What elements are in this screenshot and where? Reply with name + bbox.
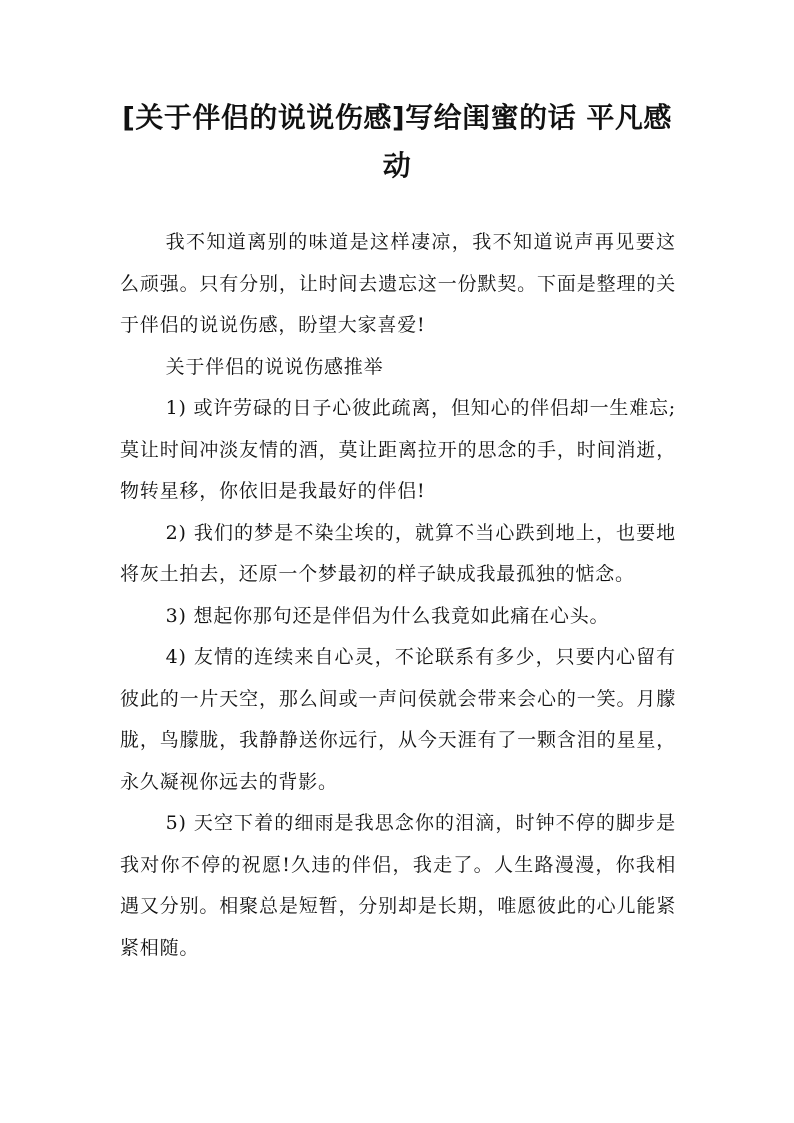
list-item-1: 1) 或许劳碌的日子心彼此疏离，但知心的伴侣却一生难忘;莫让时间冲淡友情的酒，莫让距离拉开的思念的手，时间消逝，物转星移，你依旧是我最好的伴侣! xyxy=(120,397,676,502)
list-item-2: 2) 我们的梦是不染尘埃的，就算不当心跌到地上，也要地将灰土拍去，还原一个梦最初的样子缺成我最孤独的惦念。 xyxy=(120,521,676,585)
list-item-3: 3) 想起你那句还是伴侣为什么我竟如此痛在心头。 xyxy=(165,604,610,627)
document-body xyxy=(120,222,676,969)
list-item-4: 4) 友情的连续来自心灵，不论联系有多少，只要内心留有彼此的一片天空，那么间或一声问侯就会带来会心的一笑。月朦胧，鸟朦胧，我静静送你远行，从今天涯有了一颗含泪的星星，永久凝视你远去的背影。 xyxy=(120,646,676,793)
document-title: [关于伴侣的说说伤感]写给闺蜜的话 平凡感动 xyxy=(122,101,672,182)
section-heading: 关于伴侣的说说伤感推举 xyxy=(165,355,384,378)
intro-paragraph: 我不知道离别的味道是这样凄凉，我不知道说声再见要这么顽强。只有分别，让时间去遗忘这一份默契。下面是整理的关于伴侣的说说伤感，盼望大家喜爱! xyxy=(120,231,676,336)
list-item-5: 5) 天空下着的细雨是我思念你的泪滴，时钟不停的脚步是我对你不停的祝愿!久违的伴侣，我走了。人生路漫漫，你我相遇又分别。相聚总是短暂，分别却是长期，唯愿彼此的心儿能紧紧相随。 xyxy=(120,812,676,959)
